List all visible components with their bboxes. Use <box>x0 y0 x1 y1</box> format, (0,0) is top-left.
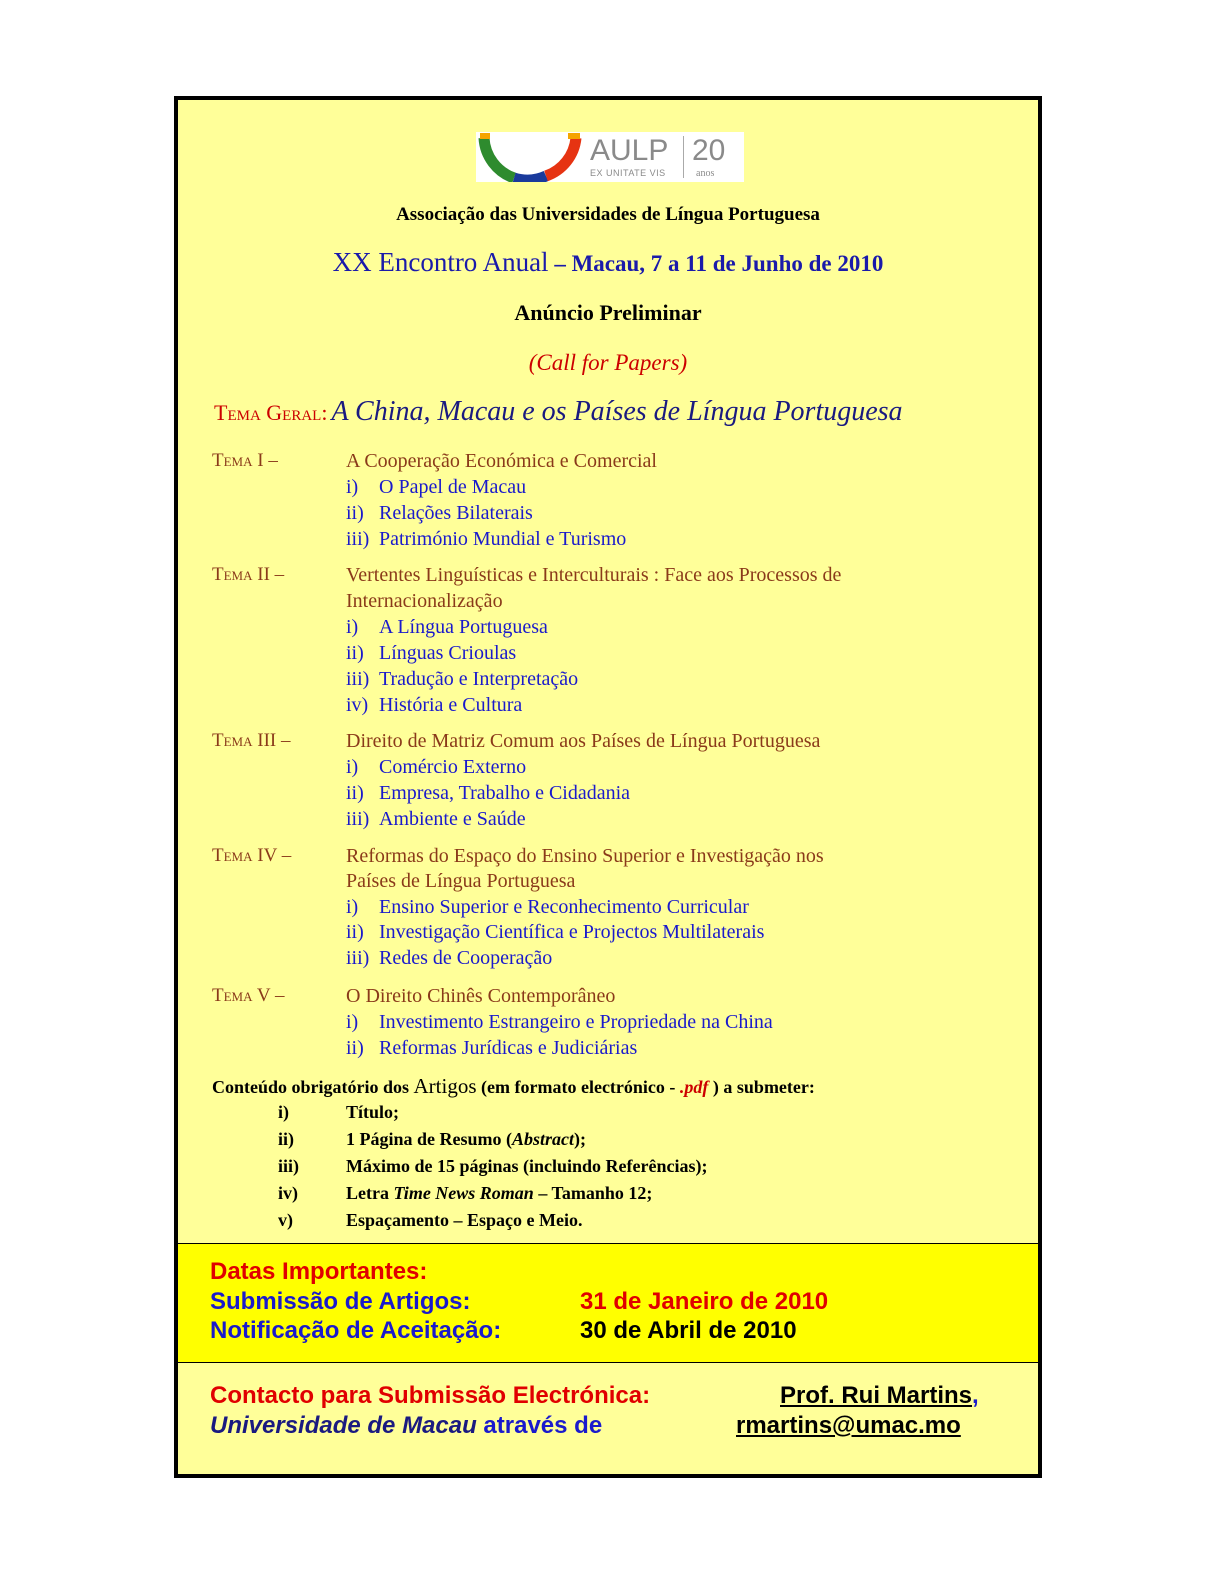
subtopic-number: ii) <box>346 502 364 524</box>
theme-title: Reformas do Espaço do Ensino Superior e Investigação nos <box>346 845 824 867</box>
requirement-number: v) <box>278 1210 293 1230</box>
logo-divider <box>683 136 684 178</box>
contact-comma: , <box>972 1382 979 1409</box>
subtopic-text: Comércio Externo <box>379 756 527 778</box>
notification-label: Notificação de Aceitação: <box>210 1317 502 1344</box>
subtopic-number: i) <box>346 896 359 918</box>
subtopic-text: Ambiente e Saúde <box>379 808 526 830</box>
requirement-text-part: 1 Página de Resumo ( <box>346 1129 512 1149</box>
general-theme-label: Tema Geral: <box>214 400 328 425</box>
contact-line-2 <box>210 1412 1010 1440</box>
notification-date: 30 de Abril de 2010 <box>580 1317 797 1344</box>
requirement-text-part: Espaçamento – Espaço e Meio. <box>346 1210 583 1230</box>
requirements-intro <box>212 1074 815 1099</box>
subtopic-number: iv) <box>346 694 369 716</box>
subtopic-text: Reformas Jurídicas e Judiciárias <box>379 1037 638 1059</box>
event-place-date: Macau, 7 a 11 de Junho de 2010 <box>571 251 884 276</box>
subtopic-number: iii) <box>346 668 370 690</box>
logo-years: 20 <box>692 134 726 167</box>
requirements-articles: Artigos <box>413 1074 477 1098</box>
subtopic-text: Património Mundial e Turismo <box>379 528 627 550</box>
logo-name: AULP <box>590 134 669 167</box>
requirement-number: iv) <box>278 1183 298 1203</box>
subtopic-number: iii) <box>346 947 370 969</box>
subtopic-text: O Papel de Macau <box>379 476 527 498</box>
requirement-text-part: ); <box>574 1129 587 1149</box>
requirements-format: (em formato electrónico - <box>476 1077 680 1097</box>
general-theme-text: A China, Macau e os Países de Língua Portuguesa <box>331 396 903 427</box>
theme-title: Direito de Matriz Comum aos Países de Língua Portuguesa <box>346 730 821 752</box>
requirements-submit: ) a submeter: <box>708 1077 815 1097</box>
requirement-text <box>346 1156 708 1177</box>
requirement-number: ii) <box>278 1129 294 1149</box>
subtopic-number: iii) <box>346 528 370 550</box>
subtopic-text: Redes de Cooperação <box>379 947 553 969</box>
requirement-text-italic: Abstract <box>512 1129 575 1149</box>
subtopic-number: i) <box>346 756 359 778</box>
subtopic-number: i) <box>346 1011 359 1033</box>
dates-title: Datas Importantes: <box>210 1258 428 1285</box>
contact-name[interactable]: Prof. Rui Martins <box>780 1382 973 1409</box>
logo-motto: EX UNITATE VIS <box>590 168 666 178</box>
theme-title: Vertentes Linguísticas e Interculturais : Face aos Processos de <box>346 564 842 586</box>
aulp-logo <box>476 132 744 182</box>
requirement-number: iii) <box>278 1156 299 1176</box>
contact-label: Contacto para Submissão Electrónica: <box>210 1382 651 1409</box>
contact-email-link[interactable]: rmartins@umac.mo <box>736 1412 961 1439</box>
requirements-intro-text: Conteúdo obrigatório dos <box>212 1077 414 1097</box>
requirement-text-italic: Time News Roman <box>393 1183 534 1203</box>
association-name: Associação das Universidades de Língua Portuguesa <box>396 204 820 225</box>
theme-label: Tema II – <box>212 564 285 585</box>
contact-university: Universidade de Macau <box>210 1412 477 1439</box>
requirement-text <box>346 1183 652 1204</box>
event-dash: – <box>548 251 572 276</box>
subtopic-number: ii) <box>346 642 364 664</box>
requirement-text <box>346 1129 586 1150</box>
subtopic-text: História e Cultura <box>379 694 523 716</box>
theme-title: A Cooperação Económica e Comercial <box>346 450 657 472</box>
submission-label: Submissão de Artigos: <box>210 1288 471 1315</box>
announcement-poster <box>174 96 1042 1478</box>
subtopic-number: i) <box>346 476 359 498</box>
subtopic-number: ii) <box>346 782 364 804</box>
contact-name-link[interactable] <box>780 1382 979 1410</box>
subtopic-number: i) <box>346 616 359 638</box>
requirement-text <box>346 1102 399 1123</box>
general-theme <box>214 396 903 428</box>
important-dates-box <box>178 1243 1038 1363</box>
event-title <box>178 247 1038 278</box>
subtopic-text: Empresa, Trabalho e Cidadania <box>379 782 631 804</box>
theme-title: O Direito Chinês Contemporâneo <box>346 985 616 1007</box>
subtopic-text: Tradução e Interpretação <box>379 668 579 690</box>
subtopic-text: Relações Bilaterais <box>379 502 533 524</box>
theme-label: Tema IV – <box>212 845 292 866</box>
subtopic-text: Investigação Científica e Projectos Multilaterais <box>379 921 765 943</box>
theme-title-continued: Países de Língua Portuguesa <box>346 870 576 892</box>
requirement-text-part: Título; <box>346 1102 400 1122</box>
subtopic-text: Investimento Estrangeiro e Propriedade na China <box>379 1011 773 1033</box>
theme-label: Tema I – <box>212 450 278 471</box>
requirement-text-part: Máximo de 15 páginas (incluindo Referências); <box>346 1156 708 1176</box>
logo-years-label: anos <box>696 168 715 179</box>
subtopic-text: A Língua Portuguesa <box>379 616 548 638</box>
subtopic-text: Ensino Superior e Reconhecimento Curricular <box>379 896 749 918</box>
aulp-ring-icon <box>476 132 582 182</box>
theme-title-continued: Internacionalização <box>346 590 503 612</box>
contact-line <box>210 1382 1010 1410</box>
requirement-number: i) <box>278 1102 289 1122</box>
contact-via: através de <box>476 1412 603 1439</box>
theme-label: Tema V – <box>212 985 285 1006</box>
announcement-heading: Anúncio Preliminar <box>514 300 702 325</box>
event-name: XX Encontro Anual <box>332 247 549 277</box>
requirement-text-part: – Tamanho 12; <box>533 1183 653 1203</box>
subtopic-text: Línguas Crioulas <box>379 642 517 664</box>
requirement-text <box>346 1210 582 1231</box>
theme-label: Tema III – <box>212 730 291 751</box>
subtopic-number: iii) <box>346 808 370 830</box>
requirement-text-part: Letra <box>346 1183 394 1203</box>
requirements-pdf: .pdf <box>679 1077 709 1097</box>
subtopic-number: ii) <box>346 921 364 943</box>
subtopic-number: ii) <box>346 1037 364 1059</box>
call-for-papers: (Call for Papers) <box>528 350 688 375</box>
submission-date: 31 de Janeiro de 2010 <box>580 1288 829 1315</box>
